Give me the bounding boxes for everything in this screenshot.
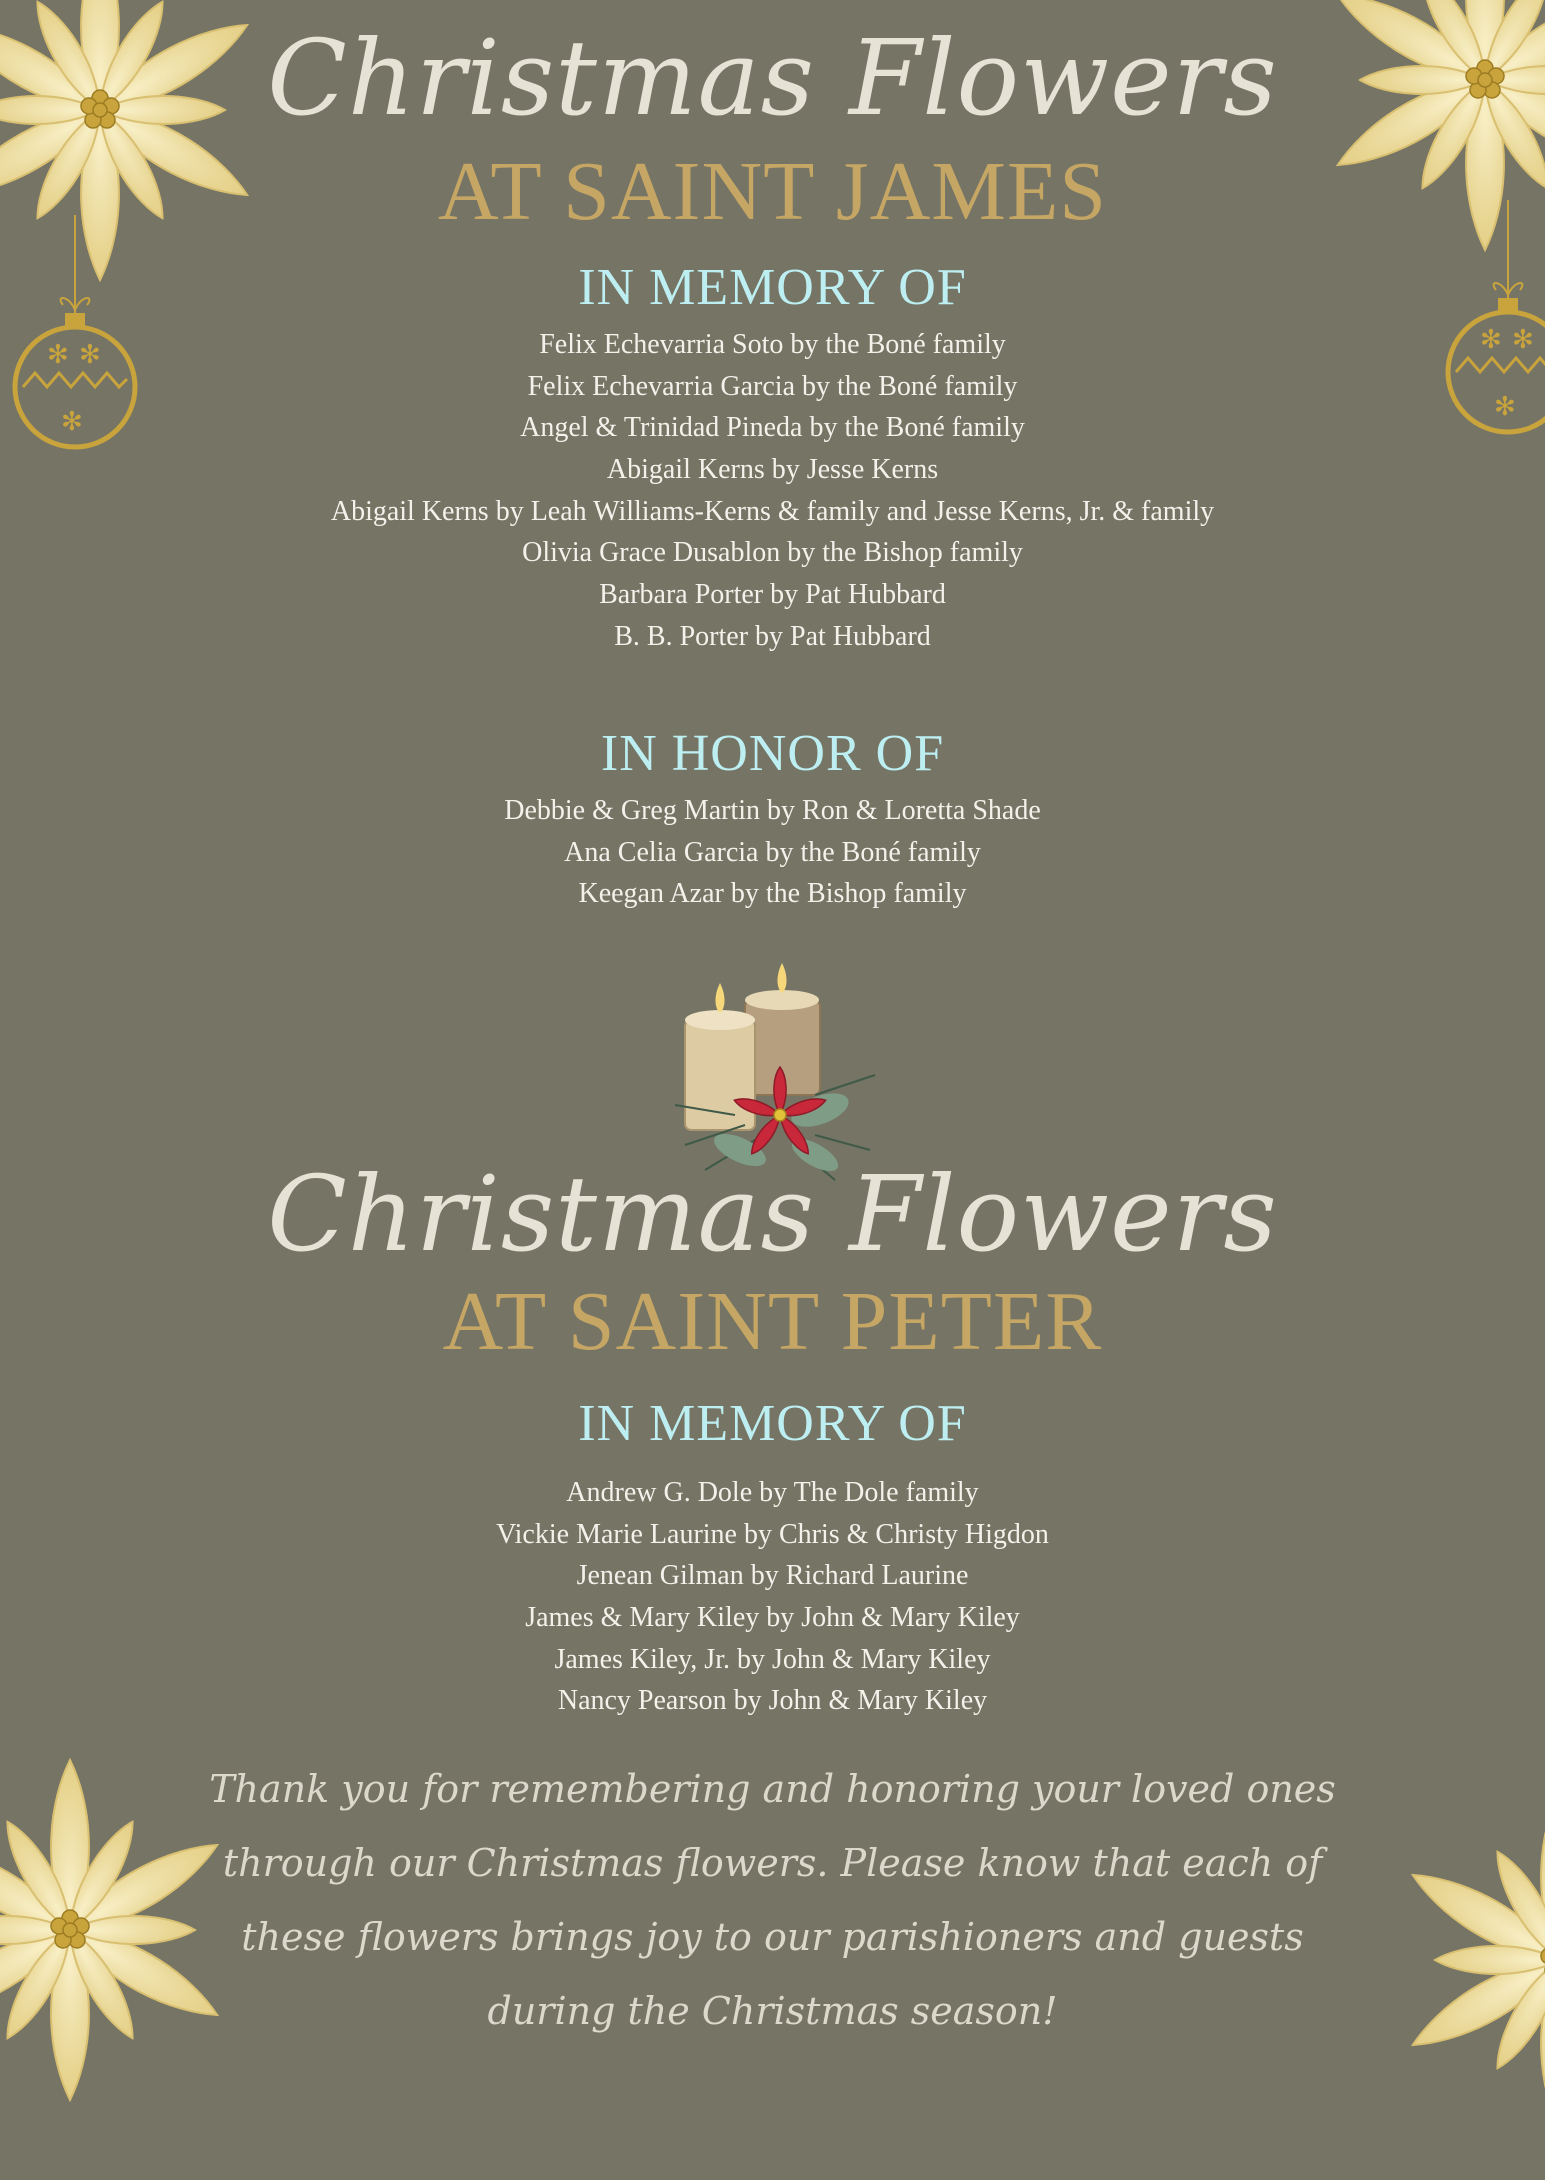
list-item: James Kiley, Jr. by John & Mary Kiley [554,1643,991,1675]
list-item: James & Mary Kiley by John & Mary Kiley [525,1602,1020,1634]
list-item: B. B. Porter by Pat Hubbard [614,620,931,652]
saint-james-script-title: Christmas Flowers [267,17,1278,139]
list-item: Barbara Porter by Pat Hubbard [599,579,946,611]
list-item: Keegan Azar by the Bishop family [578,878,967,910]
list-item: Ana Celia Garcia by the Boné family [564,836,981,868]
saint-peter-script-title: Christmas Flowers [267,1153,1278,1275]
list-item: Olivia Grace Dusablon by the Bishop family [522,537,1023,569]
list-item: Angel & Trinidad Pineda by the Boné family [520,412,1025,444]
saint-james-memory-heading: IN MEMORY OF [578,259,967,316]
saint-peter-memory-list [0,1472,1545,1722]
list-item: Felix Echevarria Soto by the Boné family [539,329,1006,360]
list-item: Debbie & Greg Martin by Ron & Loretta Shade [504,795,1041,826]
saint-peter-church-title: AT SAINT PETER [442,1275,1103,1368]
saint-james-honor-heading: IN HONOR OF [600,725,945,782]
list-item: Vickie Marie Laurine by Chris & Christy Higdon [496,1518,1049,1550]
poinsettia-icon [1340,1740,1545,2180]
list-item: Abigail Kerns by Jesse Kerns [606,454,939,486]
saint-peter-memory-heading: IN MEMORY OF [578,1395,967,1452]
saint-james-honor-list [0,790,1545,915]
list-item: Jenean Gilman by Richard Laurine [576,1560,969,1592]
list-item: Abigail Kerns by Leah Williams-Kerns & family and Jesse Kerns, Jr. & family [330,495,1215,527]
candles-icon [665,955,885,1185]
list-item: Andrew G. Dole by The Dole family [566,1477,979,1508]
saint-james-church-title: AT SAINT JAMES [437,145,1108,238]
list-item: Nancy Pearson by John & Mary Kiley [557,1685,988,1717]
saint-james-memory-list [0,324,1545,658]
closing-message: Thank you for remembering and honoring your loved ones through our Christmas flowers. Please know that each of these flowers brings joy to our parishioners and guests during the Christmas season! [209,1767,1336,2033]
list-item: Felix Echevarria Garcia by the Boné family [527,370,1018,402]
